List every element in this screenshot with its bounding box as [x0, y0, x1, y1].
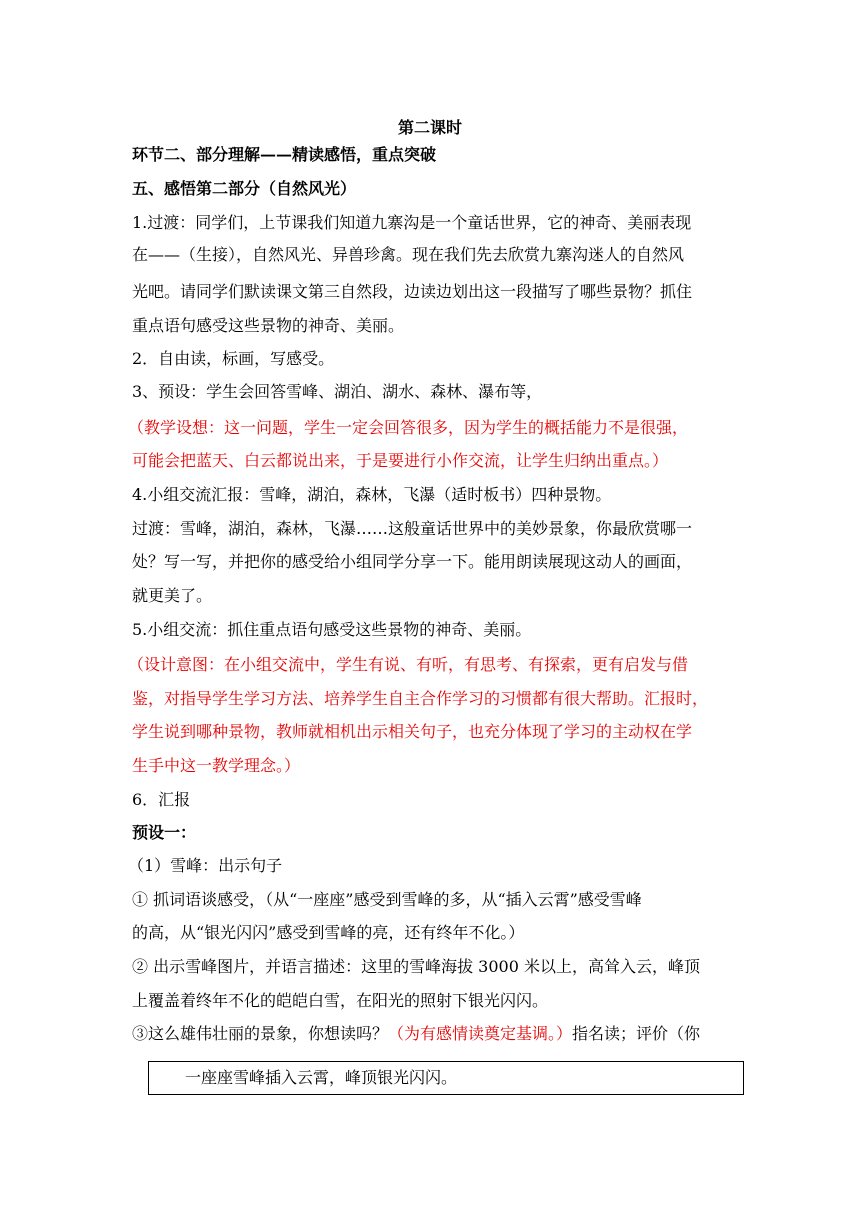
paragraph-line: 的高，从“银光闪闪”感受到雪峰的亮，还有终年不化。） [132, 923, 525, 942]
quote-text: 一座座雪峰插入云霄，峰顶银光闪闪。 [185, 1068, 458, 1087]
paragraph-line: ② 出示雪峰图片，并语言描述：这里的雪峰海拔 3000 米以上，高耸入云，峰顶 [132, 957, 700, 976]
quote-box [148, 1061, 744, 1095]
paragraph-line: 重点语句感受这些景物的神奇、美丽。 [132, 316, 405, 335]
section-heading: 环节二、部分理解——精读感悟，重点突破 [132, 145, 437, 164]
page-title: 第二课时 [397, 118, 462, 137]
paragraph-line: ① 抓词语谈感受，（从“一座座”感受到雪峰的多，从“插入云霄”感受雪峰 [132, 890, 642, 909]
design-intent-note: （设计意图：在小组交流中，学生有说、有听，有思考、有探索，更有启发与借 [128, 655, 689, 674]
subsection-heading: 五、感悟第二部分（自然风光） [132, 179, 357, 198]
design-intent-note: 学生说到哪种景物，教师就相机出示相关句子，也充分体现了学习的主动权在学 [132, 722, 693, 741]
paragraph-line: 4.小组交流汇报：雪峰，湖泊，森林，飞瀑（适时板书）四种景物。 [132, 485, 612, 504]
design-intent-note: 生手中这一教学理念。） [132, 756, 301, 775]
paragraph-line: （1）雪峰：出示句子 [128, 856, 283, 875]
paragraph-line: 6．汇报 [132, 790, 191, 809]
paragraph-line: 在——（生接），自然风光、异兽珍禽。现在我们先去欣赏九寨沟迷人的自然风 [132, 245, 685, 264]
design-intent-note: 鉴，对指导学生学习方法、培养学生自主合作学习的习惯都有很大帮助。汇报时， [132, 689, 709, 708]
paragraph-line: 就更美了。 [132, 586, 213, 605]
paragraph-line: 5.小组交流：抓住重点语句感受这些景物的神奇、美丽。 [132, 620, 532, 639]
paragraph-line [132, 1024, 732, 1044]
paragraph-line: 1.过渡：同学们，上节课我们知道九寨沟是一个童话世界，它的神奇、美丽表现 [132, 213, 692, 232]
paragraph-line: 2．自由读，标画，写感受。 [132, 349, 335, 368]
teaching-note: 可能会把蓝天、白云都说出来，于是要进行小作交流，让学生归纳出重点。） [132, 451, 669, 470]
preset-heading: 预设一： [132, 823, 197, 842]
teaching-note-inline: （为有感情读奠定基调。） [388, 1024, 573, 1043]
paragraph-line: 上覆盖着终年不化的皑皑白雪，在阳光的照射下银光闪闪。 [132, 991, 549, 1010]
paragraph-line: 光吧。请同学们默读课文第三自然段，边读边划出这一段描写了哪些景物？抓住 [132, 282, 693, 301]
teaching-note: （教学设想：这一问题，学生一定会回答很多，因为学生的概括能力不是很强， [128, 418, 689, 437]
line-text: ③这么雄伟壮丽的景象，你想读吗？ [132, 1024, 389, 1043]
paragraph-line: 3、预设：学生会回答雪峰、湖泊、湖水、森林、瀑布等， [132, 382, 543, 401]
paragraph-line: 过渡：雪峰，湖泊，森林，飞瀑……这般童话世界中的美妙景象，你最欣赏哪一 [132, 519, 693, 538]
line-text: 指名读；评价（你 [572, 1024, 701, 1043]
paragraph-line: 处？写一写，并把你的感受给小组同学分享一下。能用朗读展现这动人的画面， [132, 552, 693, 571]
